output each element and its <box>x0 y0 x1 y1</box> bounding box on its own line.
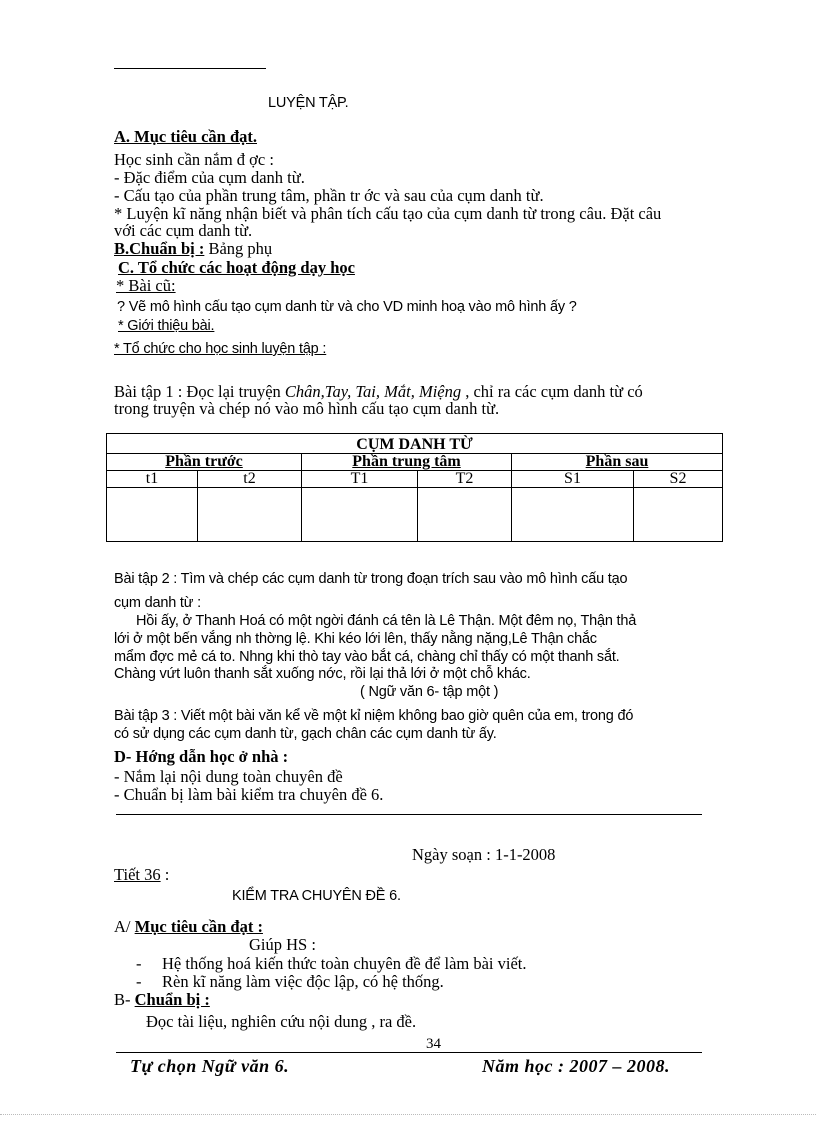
bt1-suffix: , chỉ ra các cụm danh từ có <box>461 382 643 401</box>
lesson-title: LUYỆN TẬP. <box>268 95 349 111</box>
p2-section-b-prefix: B- <box>114 990 135 1009</box>
section-d-line: - Chuẩn bị làm bài kiểm tra chuyên đề 6. <box>114 785 384 804</box>
table-col-header: S1 <box>512 471 634 488</box>
ngay-soan: Ngày soạn : 1-1-2008 <box>412 845 556 864</box>
table-col-header: T1 <box>302 471 418 488</box>
section-b-heading: B.Chuẩn bị : <box>114 239 205 258</box>
bai-tap-2-line: cụm danh từ : <box>114 595 201 611</box>
table-group-header: Phần sau <box>512 454 723 471</box>
section-b-text: Bảng phụ <box>208 239 273 258</box>
passage-line: mẩm đợc mẻ cá to. Nhng khi thò tay vào bắt cá, chàng chỉ thấy có một thanh sắt. <box>114 649 620 665</box>
table-cell <box>198 488 302 542</box>
bai-tap-3-line: có sử dụng các cụm danh từ, gạch chân các cụm danh từ ấy. <box>114 726 497 742</box>
page-bottom-edge <box>0 1114 816 1115</box>
p2-section-b-heading: Chuẩn bị : <box>134 990 210 1009</box>
noun-phrase-table <box>106 433 723 542</box>
table-title: CỤM DANH TỪ <box>107 434 723 454</box>
p2-section-a-prefix: A/ <box>114 917 135 936</box>
p2-section-a-heading: Mục tiêu cần đạt : <box>134 917 263 936</box>
section-a-line: Học sinh cần nắm đ ợc : <box>114 150 274 169</box>
section-a-heading: A. Mục tiêu cần đạt. <box>114 127 257 146</box>
bai-tap-1-line1 <box>114 383 643 400</box>
bai-cu-label: * Bài cũ: <box>116 276 176 295</box>
section-d-heading: D- Hớng dẫn học ở nhà : <box>114 747 289 766</box>
tiet-line <box>114 866 169 883</box>
bullet-item: Hệ thống hoá kiến thức toàn chuyên đề để làm bài viết. <box>162 954 527 973</box>
page-number: 34 <box>426 1036 441 1052</box>
passage-line: Hồi ấy, ở Thanh Hoá có một ngời đánh cá tên là Lê Thận. Một đêm nọ, Thận thả <box>136 613 637 629</box>
p2-section-b <box>114 991 210 1008</box>
section-b <box>114 240 272 257</box>
table-col-header: T2 <box>418 471 512 488</box>
table-cell <box>107 488 198 542</box>
section-d-line: - Nắm lại nội dung toàn chuyên đề <box>114 767 343 786</box>
bai-cu-question: ? Vẽ mô hình cấu tạo cụm danh từ và cho VD minh hoạ vào mô hình ấy ? <box>117 299 577 315</box>
table-col-header: t1 <box>107 471 198 488</box>
table-cell <box>512 488 634 542</box>
footer-left: Tự chọn Ngữ văn 6. <box>130 1056 290 1076</box>
section-a-line: * Luyện kĩ năng nhận biết và phân tích cấu tạo của cụm danh từ trong câu. Đặt câu <box>114 204 662 223</box>
passage-source: ( Ngữ văn 6- tập một ) <box>360 684 499 700</box>
tiet-label: Tiết 36 <box>114 865 161 884</box>
table-group-header: Phần trước <box>107 454 302 471</box>
giup-hs: Giúp HS : <box>249 935 316 954</box>
table-cell <box>302 488 418 542</box>
p2-section-a <box>114 918 263 935</box>
bai-tap-2-line: Bài tập 2 : Tìm và chép các cụm danh từ trong đoạn trích sau vào mô hình cấu tạo <box>114 571 628 587</box>
bullet-dash: - <box>136 954 142 973</box>
section-c-heading: C. Tổ chức các hoạt động dạy học <box>118 258 355 277</box>
bai-tap-1-line2: trong truyện và chép nó vào mô hình cấu tạo cụm danh từ. <box>114 399 500 418</box>
to-chuc-luyen-tap: * Tổ chức cho học sinh luyện tập : <box>114 341 327 357</box>
footer-rule <box>116 1052 702 1053</box>
tiet-colon: : <box>160 865 170 884</box>
passage-line: Chàng vứt luôn thanh sắt xuống nớc, rồi lại thả lới ở một chỗ khác. <box>114 666 531 682</box>
section-a-line: với các cụm danh từ. <box>114 221 253 240</box>
table-col-header: t2 <box>198 471 302 488</box>
bt1-story-title: Chân,Tay, Tai, Mắt, Miệng <box>284 382 462 401</box>
section-a-line: - Cấu tạo của phần trung tâm, phần tr ớc và sau của cụm danh từ. <box>114 186 544 205</box>
passage-line: lới ở một bến vắng nh thờng lệ. Khi kéo lới lên, thấy nằng nặng,Lê Thận chắc <box>114 631 597 647</box>
footer-right: Năm học : 2007 – 2008. <box>482 1056 670 1076</box>
table-cell <box>634 488 723 542</box>
bullet-item: Rèn kĩ năng làm việc độc lập, có hệ thống. <box>162 972 444 991</box>
table-group-header: Phần trung tâm <box>302 454 512 471</box>
table-cell <box>418 488 512 542</box>
exam-title: KIỂM TRA CHUYÊN ĐỀ 6. <box>232 888 401 904</box>
p2-section-b-text: Đọc tài liệu, nghiên cứu nội dung , ra đề. <box>146 1012 417 1031</box>
bt1-prefix: Bài tập 1 : Đọc lại truyện <box>114 382 285 401</box>
top-rule <box>114 68 266 69</box>
lesson-divider <box>116 814 702 815</box>
gioi-thieu-bai: * Giới thiệu bài. <box>118 318 215 334</box>
table-col-header: S2 <box>634 471 723 488</box>
section-a-line: - Đặc điểm của cụm danh từ. <box>114 168 305 187</box>
bai-tap-3-line: Bài tập 3 : Viết một bài văn kể về một kỉ niệm không bao giờ quên của em, trong đó <box>114 708 634 724</box>
bullet-dash: - <box>136 972 142 991</box>
